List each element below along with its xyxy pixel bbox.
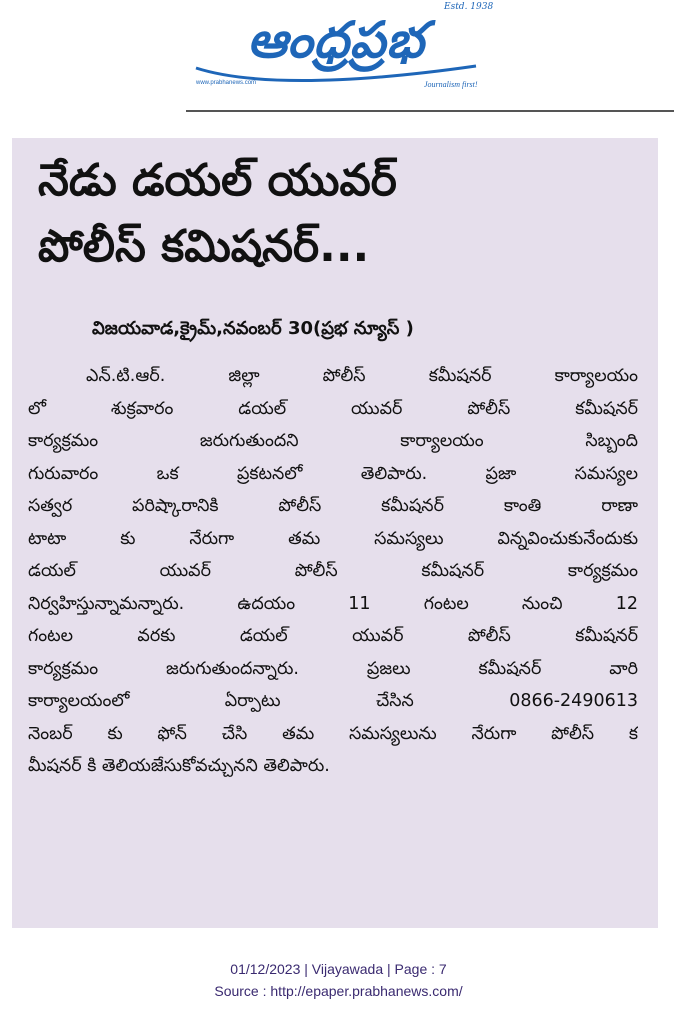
- article-clipping: [12, 138, 658, 928]
- logo-wordmark: ఆంధ్రప్రభ: [247, 11, 425, 69]
- body-line: డయల్ యువర్ పోలీస్ కమీషనర్ కార్యక్రమం: [28, 561, 638, 581]
- footer-source: Source : http://epaper.prabhanews.com/: [214, 983, 463, 999]
- body-line: సత్వర పరిష్కారానికి పోలీస్ కమీషనర్ కాంతి రాణా: [28, 496, 638, 516]
- body-line: టాటా కు నేరుగా తమ సమస్యలు విన్నవించుకునేందుకు: [28, 528, 638, 549]
- website-label: www.prabhanews.com: [196, 80, 257, 86]
- newspaper-logo: [186, 6, 486, 90]
- body-line: కార్యక్రమం జరుగుతుందన్నారు. ప్రజలు కమీషనర్ వారి: [28, 658, 638, 679]
- established-year: Estd. 1938: [444, 2, 494, 12]
- footer-date-edition: 01/12/2023 | Vijayawada | Page : 7: [230, 961, 447, 977]
- article-body: [28, 360, 638, 783]
- body-line: గురువారం ఒక ప్రకటనలో తెలిపారు. ప్రజా సమస్యల: [28, 463, 638, 484]
- article-headline: [38, 148, 648, 280]
- masthead-divider: [186, 110, 674, 112]
- body-line: మీషనర్ కి తెలియజేసుకోవచ్చునని తెలిపారు.: [28, 756, 330, 776]
- headline-line-2: పోలీస్ కమిషనర్...: [38, 221, 370, 272]
- headline-line-1: నేడు డయల్ యువర్: [38, 155, 397, 206]
- body-line: కార్యక్రమం జరుగుతుందని కార్యాలయం సిబ్బంది: [28, 431, 638, 451]
- tagline: Journalism first!: [424, 80, 478, 89]
- body-line: నెంబర్ కు ఫోన్ చేసి తమ సమస్యలును నేరుగా పోలీస్ క: [28, 723, 638, 744]
- body-line: గంటల వరకు డయల్ యువర్ పోలీస్ కమీషనర్: [28, 626, 638, 646]
- article-dateline: విజయవాడ,క్రైమ్,నవంబర్ 30(ప్రభ న్యూస్ ): [92, 318, 414, 339]
- body-line: కార్యాలయంలో ఏర్పాటు చేసిన 0866-2490613: [28, 691, 638, 711]
- body-line: లో శుక్రవారం డయల్ యువర్ పోలీస్ కమీషనర్: [28, 398, 638, 419]
- body-line: ఎన్.టి.ఆర్. జిల్లా పోలీస్ కమీషనర్ కార్యాలయం: [86, 366, 638, 386]
- masthead: [0, 0, 677, 120]
- body-line: నిర్వహిస్తున్నామన్నారు. ఉదయం 11 గంటల నుంచి 12: [28, 593, 638, 614]
- page-footer: [0, 958, 677, 1002]
